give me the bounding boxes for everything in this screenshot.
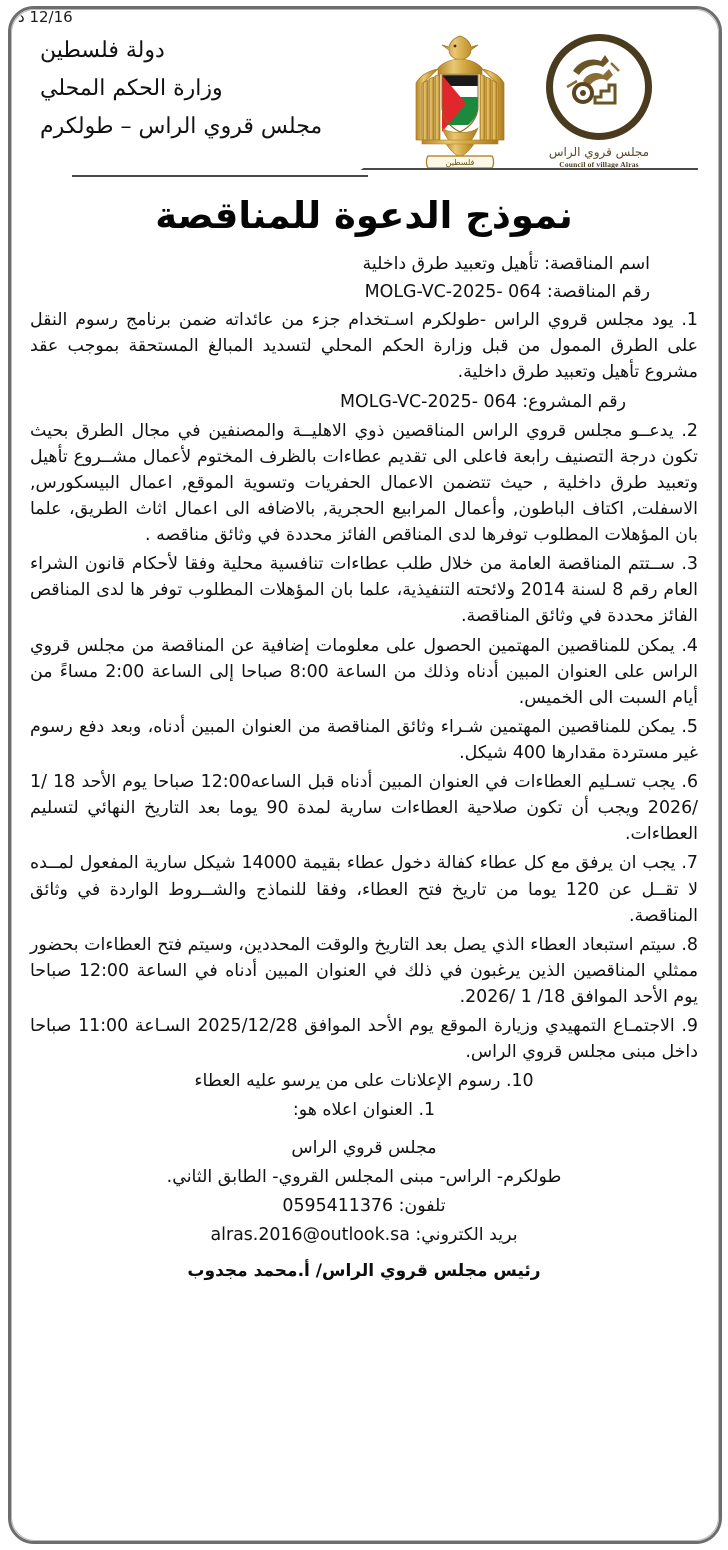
clause-10: 10. رسوم الإعلانات على من يرسو عليه العطاء [194,1071,534,1092]
council-logo-name-ar: مجلس قروي الراس [548,145,650,159]
document-header [30,14,698,169]
clause-6: 6. يجب تسـليم العطاءات في العنوان المبين أدناه قبل الساعه12:00 صباحا يوم الأحد 18 /1 /2026 ويجب أن تكون صلاحية العطاءات سارية لمدة 90 يوما بعد التاريخ النهائي لتسليم العطاءات. [30,772,699,845]
signature-line: رئيس مجلس قروي الراس/ أ.محمد مجدوب [187,1261,541,1282]
council-logo-circle [546,34,652,140]
document-title: نموذج الدعوة للمناقصة [155,194,573,237]
page-number-tag: 12/16 د [18,8,73,26]
address-email: بريد الكتروني: alras.2016@outlook.sa [210,1225,518,1246]
council-logo-name-en: Council of village Alras [559,160,639,169]
clause-7: 7. يجب ان يرفق مع كل عطاء كفالة دخول عطاء بقيمة 14000 شيكل سارية المفعول لمــده لا تقــل عن 120 يوما من تاريخ فتح العطاء، وفقا للنماذج والشــروط الواردة في وثائق المناقصة. [30,853,698,926]
page-content [16,10,712,1540]
address-phone: تلفون: 0595411376 [282,1195,446,1216]
clause-4: 4. يمكن للمناقصين المهتمين الحصول على معلومات إضافية عن المناقصة من مجلس قروي الراس على العنوان المبين أدناه وذلك من الساعة 8:00 صباحا إلى الساعة 2:00 مساءً من أيام السبت الى الخميس. [30,635,698,708]
clause-2: 2. يدعــو مجلس قروي الراس المناقصين ذوي الاهليــة والمصنفين في مجال الطرق بحيث تكون درجة التصنيف رابعة فاعلى الى تقديم عطاءات بالظرف المختوم لأعمال مشــروع تأهيل وتعبيد طرق داخلية , حيث تتضمن الاعمال الحفريات وتسوية الموقع, اعمال البيسكورس, الاسفلت, اكتاف الباطون, وأعمال المرابيع الحجرية, بالاضافه الى اعمال اثاث الطريق، علما بان المؤهلات المطلوب توفرها لدى المناقص الفائز محددة في وثائق مناقصه . [30,420,698,546]
header-line-council: مجلس قروي الراس – طولكرم [40,113,323,139]
address-heading: 1. العنوان اعلاه هو: [292,1100,436,1121]
clause-3: 3. ســتتم المناقصة العامة من خلال طلب عطاءات تنافسية محلية وفقا لأحكام قانون الشراء العام رقم 8 لسنة 2014 ولائحته التنفيذية، علما بان المؤهلات المطلوب توفر ها لدى المناقص الفائز محددة في وثائق المناقصة. [30,554,698,627]
header-line-ministry: وزارة الحكم المحلي [40,75,223,101]
palestine-eagle-emblem-icon [404,28,516,178]
address-council-name: مجلس قروي الراس [291,1137,437,1158]
tender-number-line: رقم المناقصة: MOLG-VC-2025- 064 [364,282,650,303]
address-street: طولكرم- الراس- مبنى المجلس القروي- الطابق الثاني. [166,1166,562,1187]
svg-text:فلسطين: فلسطين [445,158,475,167]
header-separator-upper [375,168,698,170]
project-number-line: رقم المشروع: MOLG-VC-2025- 064 [340,391,626,412]
header-separator-lower [72,175,368,177]
document-body [30,251,698,1124]
contact-address-block [30,1134,698,1250]
header-separator [30,166,698,180]
header-org-lines [30,28,404,145]
tender-name-line: اسم المناقصة: تأهيل وتعبيد طرق داخلية [362,254,650,274]
clause-1: 1. يود مجلس قروي الراس -طولكرم اسـتخدام جزء من عائداته ضمن برنامج رسوم النقل على الطرق الممول من قبل وزارة الحكم المحلي لتسديد المبالغ المستحقة بموجب عقد مشروع تأهيل وتعبيد طرق داخلية. [30,310,698,383]
council-of-village-alras-logo-icon [524,28,674,176]
clause-8: 8. سيتم استبعاد العطاء الذي يصل بعد التاريخ والوقت المحددين، وسيتم فتح العطاءات بحضور ممثلي المناقصين الذين يرغبون في ذلك في العنوان المبين أدناه في الساعة 12:00 صباحا يوم الأحد الموافق 18/ 1 /2026. [30,934,699,1007]
header-line-state: دولة فلسطين [40,38,165,63]
clause-9: 9. الاجتمـاع التمهيدي وزيارة الموقع يوم الأحد الموافق 2025/12/28 السـاعة 11:00 صباحا داخل مبنى مجلس قروي الراس. [30,1016,698,1063]
clause-5: 5. يمكن للمناقصين المهتمين شـراء وثائق المناقصة من العنوان المبين أدناه، وبعد دفع رسوم غير مستردة مقدارها 400 شيكل. [30,716,698,763]
